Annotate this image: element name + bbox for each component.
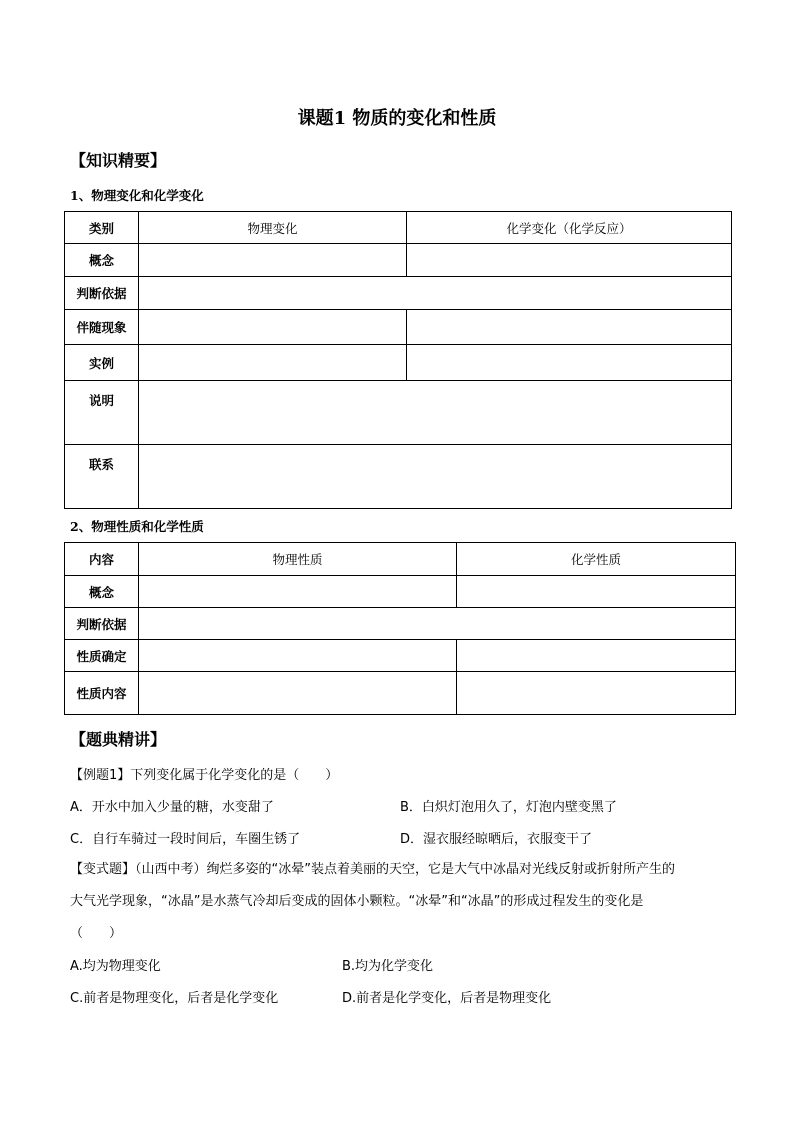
option-a[interactable]: A．开水中加入少量的糖，水变甜了 xyxy=(70,800,274,815)
answer-cell[interactable] xyxy=(139,244,407,277)
answer-cell[interactable] xyxy=(139,381,732,445)
answer-cell[interactable] xyxy=(139,672,457,715)
example-question: 【例题1】下列变化属于化学变化的是（ ） xyxy=(70,768,339,783)
table-row xyxy=(65,543,736,576)
table-header-cell: 化学变化（化学反应） xyxy=(407,212,732,244)
table-row xyxy=(65,445,732,509)
table-row xyxy=(65,277,732,310)
row-label: 联系 xyxy=(65,445,139,509)
row-label: 性质确定 xyxy=(65,640,139,672)
table-row xyxy=(65,244,732,277)
answer-cell[interactable] xyxy=(407,310,732,345)
table-row xyxy=(65,310,732,345)
table-row xyxy=(65,212,732,244)
row-label: 说明 xyxy=(65,381,139,445)
variant-option-a[interactable]: A.均为物理变化 xyxy=(70,959,161,974)
variant-option-b[interactable]: B.均为化学变化 xyxy=(342,959,434,974)
answer-cell[interactable] xyxy=(457,576,736,608)
option-c[interactable]: C．自行车骑过一段时间后，车圈生锈了 xyxy=(70,832,301,847)
answer-cell[interactable] xyxy=(407,345,732,381)
subheading-properties: 2、物理性质和化学性质 xyxy=(70,519,204,534)
answer-cell[interactable] xyxy=(139,310,407,345)
answer-cell[interactable] xyxy=(139,277,732,310)
answer-cell[interactable] xyxy=(139,640,457,672)
option-b[interactable]: B．白炽灯泡用久了，灯泡内壁变黑了 xyxy=(400,800,617,815)
answer-cell[interactable] xyxy=(139,445,732,509)
table-header-cell: 化学性质 xyxy=(457,543,736,576)
variant-option-c[interactable]: C.前者是物理变化，后者是化学变化 xyxy=(70,991,279,1006)
properties-table xyxy=(64,542,736,715)
changes-table xyxy=(64,211,732,509)
variant-option-d[interactable]: D.前者是化学变化，后者是物理变化 xyxy=(342,991,552,1006)
option-d[interactable]: D．湿衣服经晾晒后，衣服变干了 xyxy=(400,832,593,847)
row-label: 伴随现象 xyxy=(65,310,139,345)
table-row xyxy=(65,608,736,640)
section-heading-knowledge: 【知识精要】 xyxy=(70,151,167,170)
row-label: 判断依据 xyxy=(65,277,139,310)
table-row xyxy=(65,381,732,445)
answer-cell[interactable] xyxy=(139,345,407,381)
row-label: 概念 xyxy=(65,576,139,608)
table-header-cell: 类别 xyxy=(65,212,139,244)
table-header-cell: 物理变化 xyxy=(139,212,407,244)
row-label: 判断依据 xyxy=(65,608,139,640)
row-label: 概念 xyxy=(65,244,139,277)
answer-cell[interactable] xyxy=(139,576,457,608)
variant-question-line: （ ） xyxy=(70,926,123,941)
table-row xyxy=(65,672,736,715)
variant-question-line: 大气光学现象，“冰晶”是水蒸气冷却后变成的固体小颗粒。“冰晕”和“冰晶”的形成过程发生的变化是 xyxy=(70,894,644,909)
page-title: 课题1 物质的变化和性质 xyxy=(297,108,497,129)
table-row xyxy=(65,640,736,672)
variant-question-line: 【变式题】（山西中考）绚烂多姿的“冰晕”装点着美丽的天空，它是大气中冰晶对光线反射或折射所产生的 xyxy=(70,862,675,877)
row-label: 实例 xyxy=(65,345,139,381)
section-heading-examples: 【题典精讲】 xyxy=(70,730,167,749)
answer-cell[interactable] xyxy=(139,608,736,640)
table-row xyxy=(65,345,732,381)
answer-cell[interactable] xyxy=(407,244,732,277)
answer-cell[interactable] xyxy=(457,672,736,715)
subheading-changes: 1、物理变化和化学变化 xyxy=(70,188,204,203)
table-header-cell: 物理性质 xyxy=(139,543,457,576)
row-label: 性质内容 xyxy=(65,672,139,715)
table-header-cell: 内容 xyxy=(65,543,139,576)
answer-cell[interactable] xyxy=(457,640,736,672)
table-row xyxy=(65,576,736,608)
